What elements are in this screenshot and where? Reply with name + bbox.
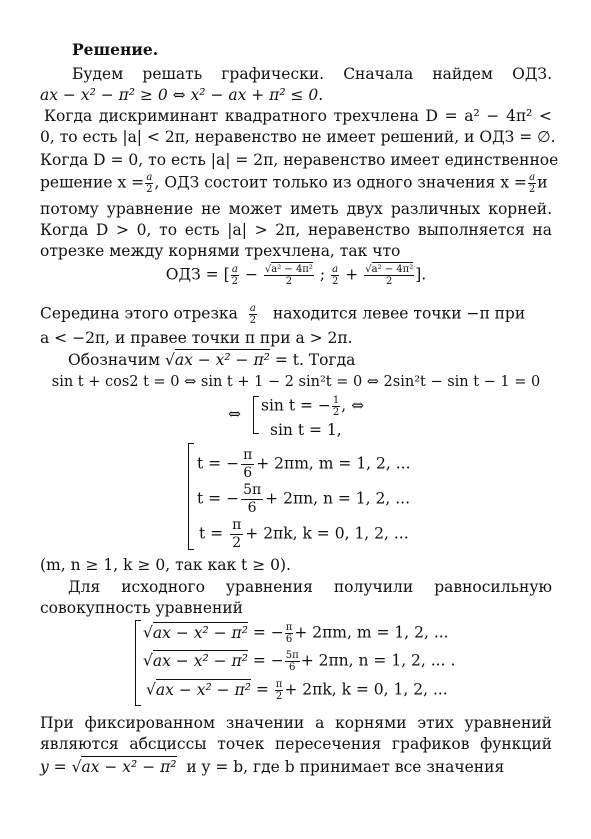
set-bracket-1 [253,396,259,434]
set1-row: t = − $\frac{\pi}{6}$ + 2πm, m = 1, 2, ... [197,447,411,481]
set-bracket-3 [135,620,141,706]
paragraph-6-line-1: При фиксированном значении a корнями этих уравнений [40,714,552,732]
paragraph-6-line-3: y = √ax − x² − π² и y = b, где b принимает все значения [40,758,505,776]
set2-row: √ax − x² − π² = − $\frac{\pi}{6}$ + 2πm, m = 1, 2, ... [143,622,449,645]
paragraph-2-line-6: Когда D > 0, то есть |a| > 2π, неравенство выполняется на [40,221,552,239]
equation-2-line-2: sin t = 1, [270,421,342,439]
heading: Решение. [72,40,159,59]
set-bracket-2 [188,443,194,550]
paragraph-2-line-3: Когда D = 0, то есть |a| = 2π, неравенство имеет единственное [40,151,559,169]
odz-formula: ОДЗ = [ $\frac{a}{2}$ − $\frac{\text{√a² − 4π²}}{2}$ ; $\frac{a}{2}$ + $\frac{\text{√a² − 4π²}}{2}$ ]. [165,264,427,287]
paragraph-4: Обозначим √ax − x² − π² = t. Тогда [68,351,356,369]
equation-2-arrow: ⇔ [228,405,241,423]
paragraph-5-line-1: Для исходного уравнения получили равносильную [68,578,552,596]
set1-row: t = $\frac{\pi}{2}$ + 2πk, k = 0, 1, 2, ... [199,517,409,551]
paragraph-2-line-5: потому уравнение не может иметь двух различных корней. [40,200,552,218]
equation-2-line-1: sin t = − $\frac{1}{2}$ , ⇔ [261,395,365,418]
set2-row: √ax − x² − π² = $\frac{\pi}{2}$ + 2πk, k = 0, 1, 2, ... [146,679,448,702]
paragraph-2-line-7: отрезке между корнями трехчлена, так что [40,242,401,260]
paragraph-2-line-2: 0, то есть |a| < 2π, неравенство не имеет решений, и ОДЗ = ∅. [40,128,556,146]
paragraph-6-line-2: являются абсциссы точек пересечения графиков функций [40,735,552,753]
set1-row: t = − $\frac{5\pi}{6}$ + 2πn, n = 1, 2, ... [197,482,411,516]
paragraph-2-line-1: Когда дискриминант квадратного трехчлена D = a² − 4π² < [44,107,552,125]
condition: (m, n ≥ 1, k ≥ 0, так как t ≥ 0). [40,556,291,574]
equation-1: sin t + cos2 t = 0 ⇔ sin t + 1 − 2 sin²t = 0 ⇔ 2sin²t − sin t − 1 = 0 [51,374,541,390]
set2-row: √ax − x² − π² = − $\frac{5\pi}{6}$ + 2πn, n = 1, 2, ... . [143,650,456,673]
paragraph-3-line-2: a < −2π, и правее точки π при a > 2π. [40,329,353,347]
paragraph-5-line-2: совокупность уравнений [40,599,243,617]
paragraph-3-line-1: Середина этого отрезка $\frac{a}{2}$ находится левее точки −π при [40,303,526,326]
paragraph-1-line-1: Будем решать графически. Сначала найдем ОДЗ. [72,65,553,83]
paragraph-2-line-4: решение x = $\frac{a}{2}$ , ОДЗ состоит только из одного значения x = $\frac{a}{2}$ и [40,172,548,195]
paragraph-1-line-2: ax − x² − π² ≥ 0 ⇔ x² − ax + π² ≤ 0. [40,86,324,104]
